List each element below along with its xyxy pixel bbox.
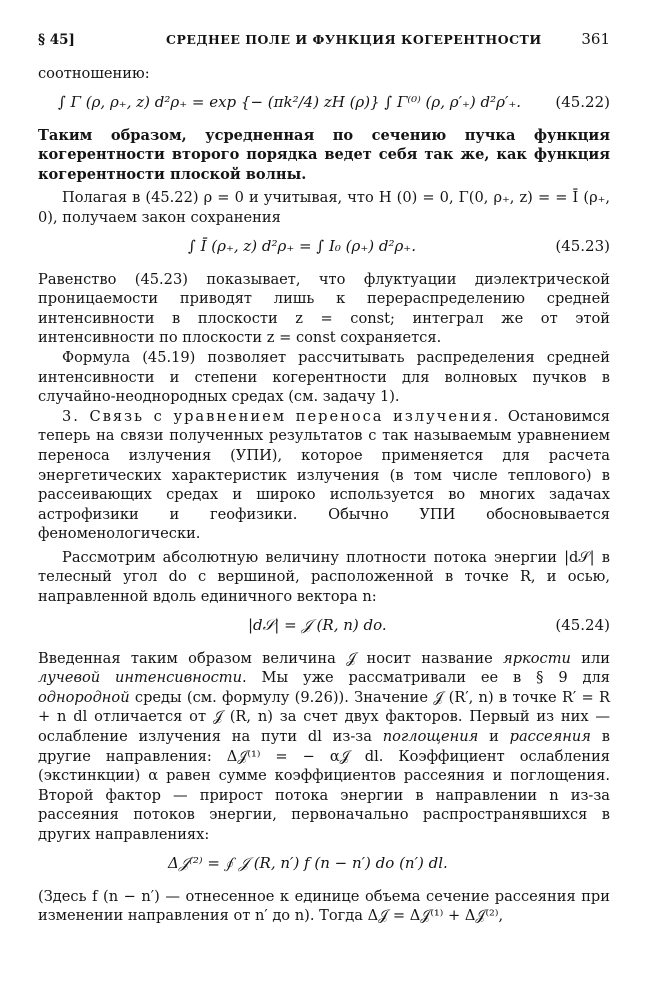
term-homogeneous: однородной xyxy=(38,688,130,706)
subsection-heading: 3. Связь с уравнением переноса излучения. xyxy=(62,407,501,425)
equation-45-22-formula: ∫ Γ (ρ, ρ₊, z) d²ρ₊ = exp {− (πk²/4) zH (ρ)} ∫ Γ⁽⁰⁾ (ρ, ρ′₊) d²ρ′₊. xyxy=(58,92,522,111)
equation-delta-j2 xyxy=(38,845,610,883)
paragraph-setting: Полагая в (45.22) ρ = 0 и учитывая, что H (0) = 0, Γ(0, ρ₊, z) = = Ī (ρ₊, 0), получаем закон сохранения xyxy=(38,189,610,226)
paragraph-formula: Формула (45.19) позволяет рассчитывать распределения средней интенсивности и степени когерентности для волновых пучков в случайно-неоднородных средах (см. задачу 1). xyxy=(38,348,610,406)
paragraph-flux-density: Рассмотрим абсолютную величину плотности потока энергии |d𝒮| в телесный угол do с вершиной, расположенной в точке R, и осью, направленной вдоль единичного вектора n: xyxy=(38,548,610,606)
equation-45-24-formula: |d𝒮| = 𝒥 (R, n) do. xyxy=(248,615,387,634)
equation-45-22-number: (45.22) xyxy=(555,92,610,111)
equation-45-22 xyxy=(38,84,610,122)
equation-delta-j2-formula: Δ𝒥⁽²⁾ = ∮ 𝒥 (R, n′) f (n − n′) do (n′) dl. xyxy=(168,853,448,872)
brightness-text-g: среды (см. формулу (9.26)). Значение 𝒥 (R′, n) в точке R′ = R + n dl отличается от 𝒥 (R, n) за счет двух факторов. Первый из них — ослабление излучения на пути dl из-за xyxy=(38,688,610,746)
term-brightness: яркости xyxy=(503,649,571,667)
brightness-text-c: или xyxy=(570,649,610,667)
running-header xyxy=(38,28,610,64)
brightness-text-i: и xyxy=(478,728,510,746)
term-ray-intensity: лучевой интенсивности xyxy=(38,669,243,687)
paragraph-brightness xyxy=(38,649,610,845)
paragraph-transfer-equation xyxy=(38,407,610,544)
text-line-intro: соотношению: xyxy=(38,65,150,82)
equation-45-23 xyxy=(38,228,610,266)
paragraph-coherence: Таким образом, усредненная по сечению пучка функция когерентности второго порядка ведет себя так же, как функция когерентности плоской волны. xyxy=(38,126,610,183)
section-marker: § 45] xyxy=(38,32,75,48)
brightness-text-a: Введенная таким образом величина 𝒥 носит название xyxy=(38,649,504,667)
equation-45-24-number: (45.24) xyxy=(555,615,610,634)
subsection-body: Остановимся теперь на связи полученных результатов с так называемым уравнением переноса излучения (УПИ), которое применяется для расчета энергетических характеристик излучения (в том числе теплового) в рассеивающих средах и широко используется во многих задачах астрофизики и геофизики. Обычно УПИ обосновывается феноменологически. xyxy=(38,407,610,543)
paragraph-scattering-section: (Здесь f (n − n′) — отнесенное к единице объема сечение рассеяния при изменении направления от n′ до n). Тогда Δ𝒥 = Δ𝒥⁽¹⁾ + Δ𝒥⁽²⁾, xyxy=(38,887,610,925)
paragraph-equality: Равенство (45.23) показывает, что флуктуации диэлектрической проницаемости приводят лишь к перераспределению средней интенсивности в плоскости z = const; интеграл же от этой интенсивности по плоскости z = const сохраняется. xyxy=(38,270,610,347)
page-number: 361 xyxy=(581,30,610,48)
term-absorption: поглощения xyxy=(382,728,479,746)
equation-45-23-number: (45.23) xyxy=(555,236,610,255)
term-scattering: рассеяния xyxy=(509,728,591,746)
equation-45-23-formula: ∫ Ī (ρ₊, z) d²ρ₊ = ∫ I₀ (ρ₊) d²ρ₊. xyxy=(188,236,416,255)
running-title: СРЕДНЕЕ ПОЛЕ И ФУНКЦИЯ КОГЕРЕНТНОСТИ xyxy=(166,32,542,47)
brightness-text-e: . Мы уже рассматривали ее в § 9 для xyxy=(242,669,610,687)
equation-45-24 xyxy=(38,607,610,645)
brightness-text-k: в другие направления: Δ𝒥⁽¹⁾ = − α𝒥 dl. Коэффициент ослабления (экстинкции) α равен сумме коэффициентов рассеяния и поглощения. Второй фактор — прирост потока энергии в направлении n из-за рассеяния потоков энергии, первоначально распространявшихся в других направлениях: xyxy=(38,728,610,843)
